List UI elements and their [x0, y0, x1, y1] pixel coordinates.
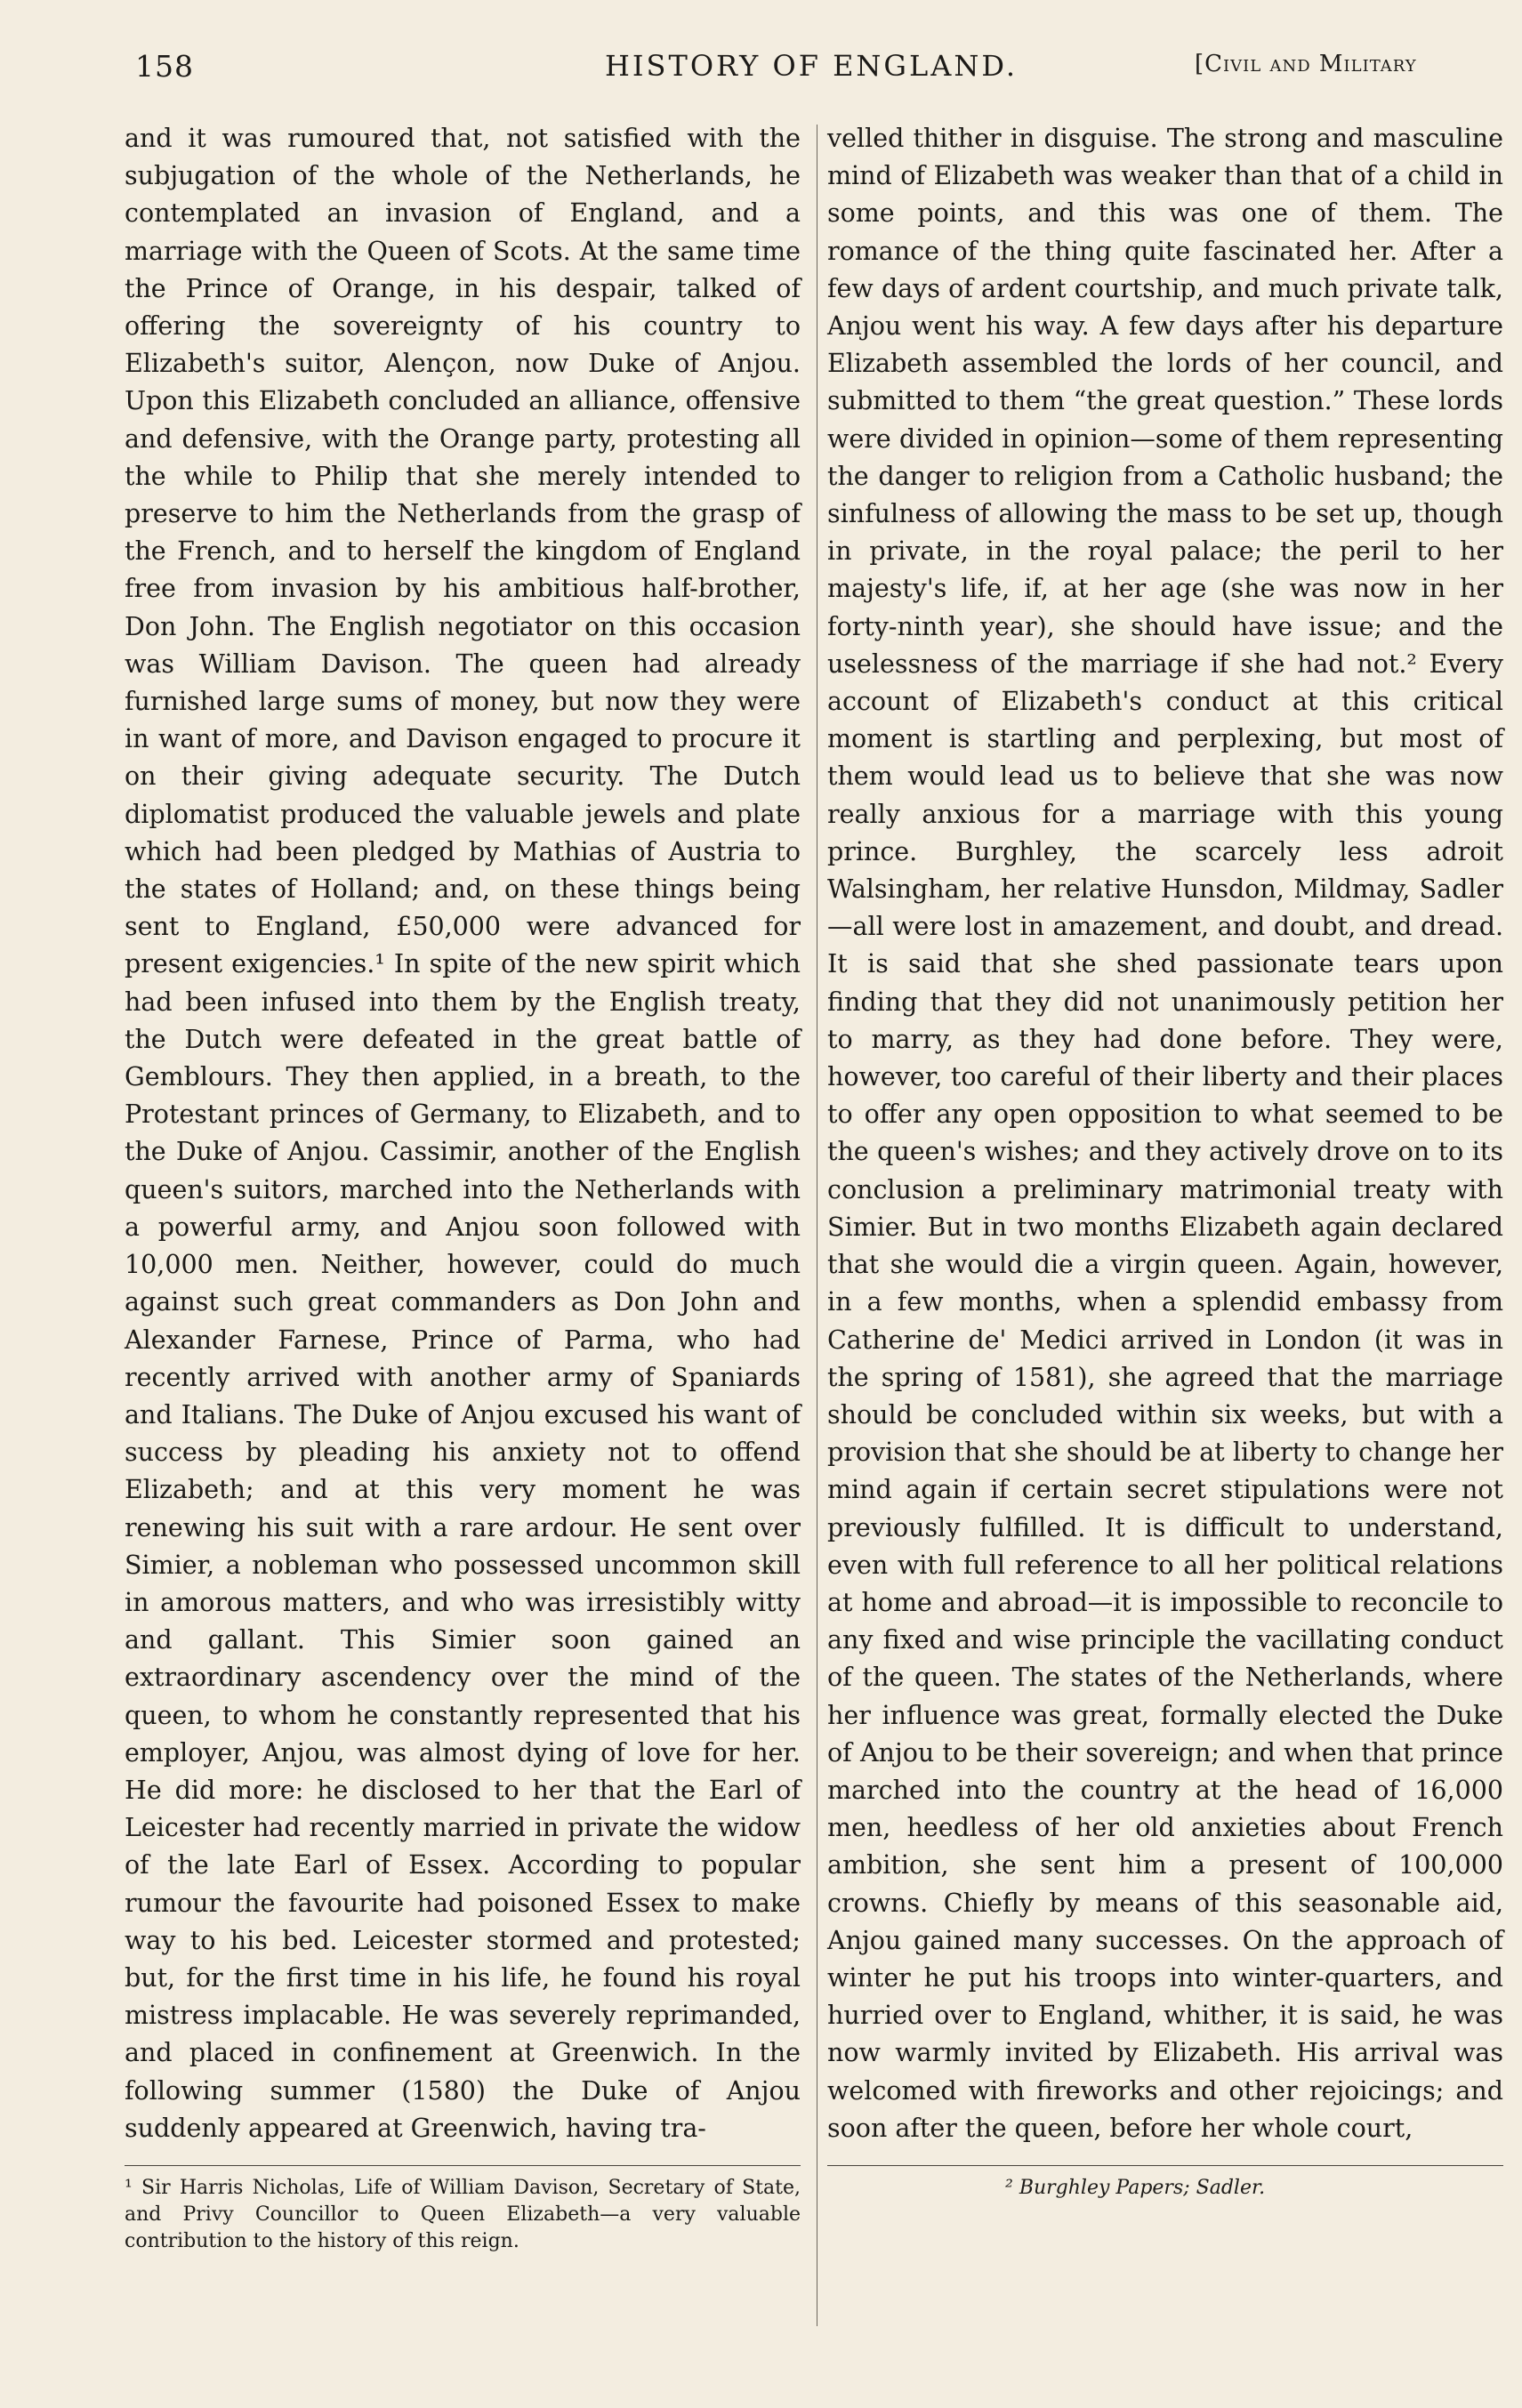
- section-title: [Civil and Military: [1195, 51, 1417, 77]
- footnote-rule: [125, 2165, 801, 2166]
- right-column: [827, 120, 1503, 2402]
- left-column-text: and it was rumoured that, not satisfied with the subjugation of the whole of the Netherlands, he contemplated an invasion of England, and a marriage with the Queen of Scots. At the same time the Prince of Orange, in his despair, talked of offering the sovereignty of his country to Elizabeth's suitor, Alençon, now Duke of Anjou. Upon this Elizabeth concluded an alliance, offensive and defensive, with the Orange party, protesting all the while to Philip that she merely intended to preserve to him the Netherlands from the grasp of the French, and to herself the kingdom of England free from invasion by his ambitious half-brother, Don John. The English negotiator on this occasion was William Davison. The queen had already furnished large sums of money, but now they were in want of more, and Davison engaged to procure it on their giving adequate security. The Dutch diplomatist produced the valuable jewels and plate which had been pledged by Mathias of Austria to the states of Holland; and, on these things being sent to England, £50,000 were advanced for present exigencies.¹ In spite of the new spirit which had been infused into them by the English treaty, the Dutch were defeated in the great battle of Gemblours. They then applied, in a breath, to the Protestant princes of Germany, to Elizabeth, and to the Duke of Anjou. Cassimir, another of the English queen's suitors, marched into the Netherlands with a powerful army, and Anjou soon followed with 10,000 men. Neither, however, could do much against such great commanders as Don John and Alexander Farnese, Prince of Parma, who had recently arrived with another army of Spaniards and Italians. The Duke of Anjou excused his want of success by pleading his anxiety not to offend Elizabeth; and at this very moment he was renewing his suit with a rare ardour. He sent over Simier, a nobleman who possessed uncommon skill in amorous matters, and who was irresistibly witty and gallant. This Simier soon gained an extraordinary ascendency over the mind of the queen, to whom he constantly represented that his employer, Anjou, was almost dying of love for her. He did more: he disclosed to her that the Earl of Leicester had recently married in private the widow of the late Earl of Essex. According to popular rumour the favourite had poisoned Essex to make way to his bed. Leicester stormed and protested; but, for the first time in his life, he found his royal mistress implacable. He was severely reprimanded, and placed in confinement at Greenwich. In the following summer (1580) the Duke of Anjou suddenly appeared at Greenwich, having tra-: [125, 124, 801, 2143]
- page-number: 158: [135, 49, 194, 84]
- right-column-text: velled thither in disguise. The strong and masculine mind of Elizabeth was weaker than that of a child in some points, and this was one of them. The romance of the thing quite fascinated her. After a few days of ardent courtship, and much private talk, Anjou went his way. A few days after his departure Elizabeth assembled the lords of her council, and submitted to them “the great question.” These lords were divided in opinion—some of them representing the danger to religion from a Catholic husband; the sinfulness of allowing the mass to be set up, though in private, in the royal palace; the peril to her majesty's life, if, at her age (she was now in her forty-ninth year), she should have issue; and the uselessness of the marriage if she had not.² Every account of Elizabeth's conduct at this critical moment is startling and perplexing, but most of them would lead us to believe that she was now really anxious for a marriage with this young prince. Burghley, the scarcely less adroit Walsingham, her relative Hunsdon, Mildmay, Sadler —all were lost in amazement, and doubt, and dread. It is said that she shed passionate tears upon finding that they did not unanimously petition her to marry, as they had done before. They were, however, too careful of their liberty and their places to offer any open opposition to what seemed to be the queen's wishes; and they actively drove on to its conclusion a preliminary matrimonial treaty with Simier. But in two months Elizabeth again declared that she would die a virgin queen. Again, however, in a few months, when a splendid embassy from Catherine de' Medici arrived in London (it was in the spring of 1581), she agreed that the marriage should be concluded within six weeks, but with a provision that she should be at liberty to change her mind again if certain secret stipulations were not previously fulfilled. It is difficult to understand, even with full reference to all her political relations at home and abroad—it is impossible to reconcile to any fixed and wise principle the vacillating conduct of the queen. The states of the Netherlands, where her influence was great, formally elected the Duke of Anjou to be their sovereign; and when that prince marched into the country at the head of 16,000 men, heedless of her old anxieties about French ambition, she sent him a present of 100,000 crowns. Chiefly by means of this seasonable aid, Anjou gained many successes. On the approach of winter he put his troops into winter-quarters, and hurried over to England, whither, it is said, he was now warmly invited by Elizabeth. His arrival was welcomed with fireworks and other rejoicings; and soon after the queen, before her whole court,: [827, 124, 1503, 2143]
- footnote-2: ² Burghley Papers; Sadler.: [1005, 2176, 1266, 2199]
- footnote-1: ¹ Sir Harris Nicholas, Life of William Davison, Secretary of State, and Privy Councillor to Queen Elizabeth—a very valuable contribution to the history of this reign.: [125, 2176, 801, 2252]
- page-header: [0, 49, 1522, 93]
- footnote-rule: [827, 2165, 1503, 2166]
- running-title: HISTORY OF ENGLAND.: [605, 49, 1019, 83]
- left-column: [125, 120, 801, 2402]
